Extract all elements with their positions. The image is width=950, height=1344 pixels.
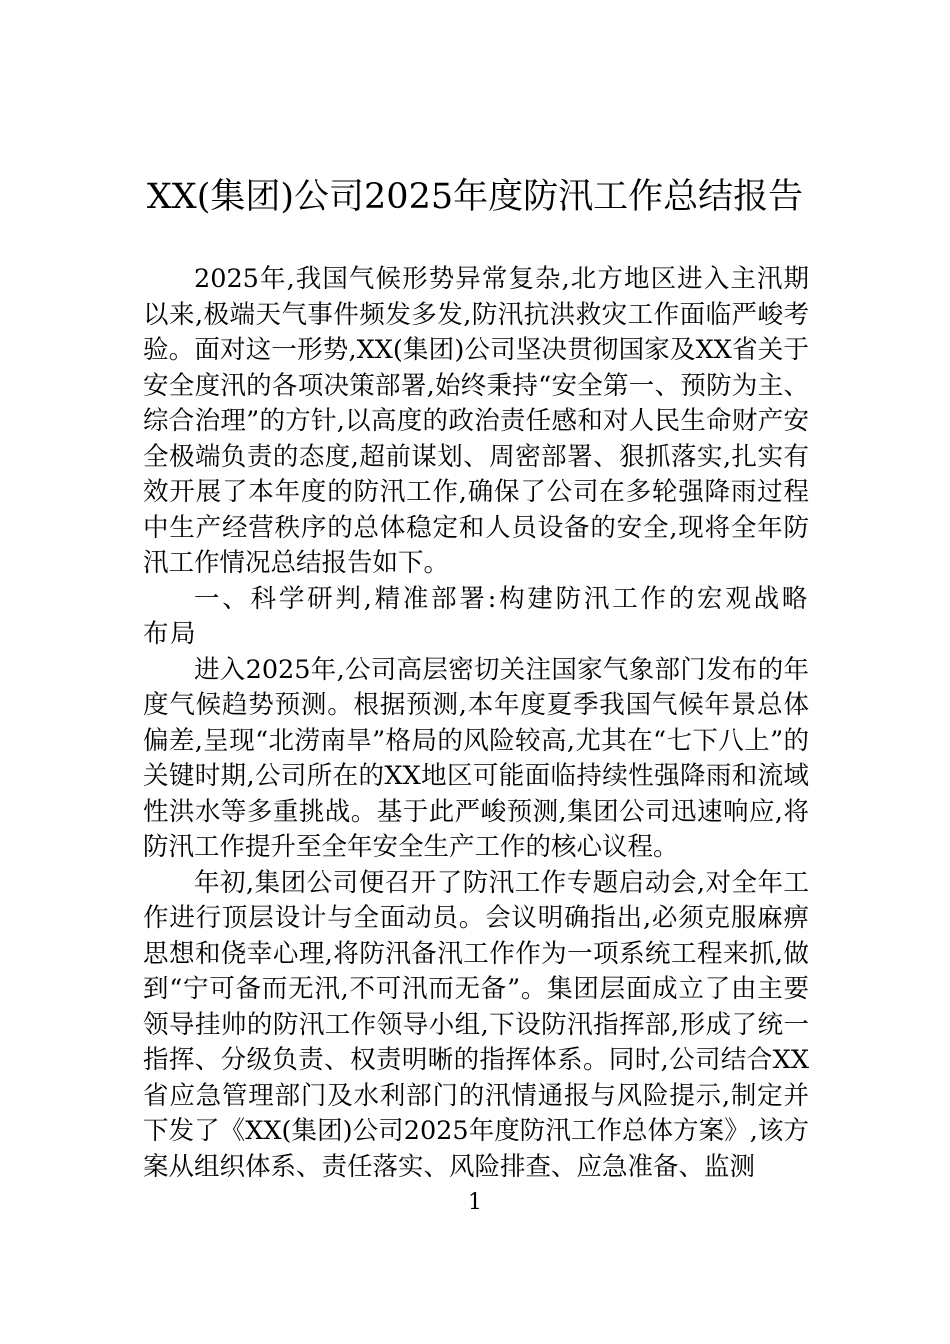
body-paragraph: 进入2025年,公司高层密切关注国家气象部门发布的年度气候趋势预测。根据预测,本年度夏季我国气候年景总体偏差,呈现“北涝南旱”格局的风险较高,尤其在“七下八上”的关键时期,公司所在的XX地区可能面临持续性强降雨和流域性洪水等多重挑战。基于此严峻预测,集团公司迅速响应,将防汛工作提升至全年安全生产工作的核心议程。: [143, 654, 809, 862]
intro-paragraph: 2025年,我国气候形势异常复杂,北方地区进入主汛期以来,极端天气事件频发多发,防汛抗洪救灾工作面临严峻考验。面对这一形势,XX(集团)公司坚决贯彻国家及XX省关于安全度汛的各项决策部署,始终秉持“安全第一、预防为主、综合治理”的方针,以高度的政治责任感和对人民生命财产安全极端负责的态度,超前谋划、周密部署、狠抓落实,扎实有效开展了本年度的防汛工作,确保了公司在多轮强降雨过程中生产经营秩序的总体稳定和人员设备的安全,现将全年防汛工作情况总结报告如下。: [143, 264, 809, 578]
page-number: 1: [468, 1190, 482, 1215]
body-paragraph: 年初,集团公司便召开了防汛工作专题启动会,对全年工作进行顶层设计与全面动员。会议明确指出,必须克服麻痹思想和侥幸心理,将防汛备汛工作作为一项系统工程来抓,做到“宁可备而无汛,不可汛而无备”。集团层面成立了由主要领导挂帅的防汛工作领导小组,下设防汛指挥部,形成了统一指挥、分级负责、权责明晰的指挥体系。同时,公司结合XX省应急管理部门及水利部门的汛情通报与风险提示,制定并下发了《XX(集团)公司2025年度防汛工作总体方案》,该方案从组织体系、责任落实、风险排查、应急准备、监测: [143, 867, 809, 1182]
document-body: [143, 262, 809, 1185]
section-heading: 一、科学研判,精准部署:构建防汛工作的宏观战略布局: [143, 583, 809, 649]
document-title: XX(集团)公司2025年度防汛工作总结报告: [146, 177, 804, 217]
